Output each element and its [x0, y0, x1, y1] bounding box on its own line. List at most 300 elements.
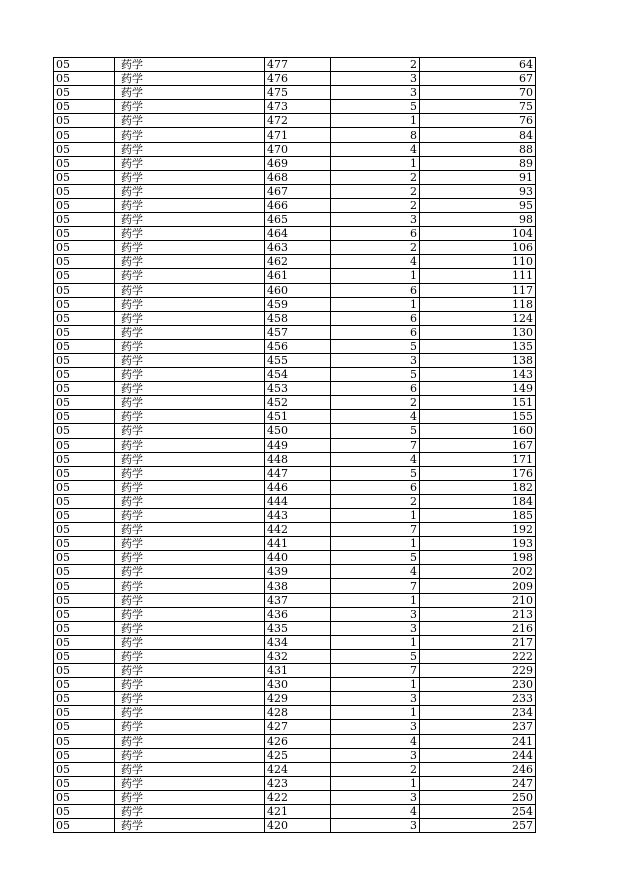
cumulative-cell: 98: [420, 213, 536, 227]
table-row: [54, 198, 536, 212]
code-cell: 05: [54, 720, 115, 734]
count-cell: 7: [331, 579, 420, 593]
count-cell: 3: [331, 607, 420, 621]
cumulative-cell: 64: [420, 58, 536, 72]
table-row: [54, 720, 536, 734]
major-cell: 药学: [115, 494, 265, 508]
count-cell: 2: [331, 198, 420, 212]
code-cell: 05: [54, 509, 115, 523]
code-cell: 05: [54, 523, 115, 537]
code-cell: 05: [54, 819, 115, 833]
code-cell: 05: [54, 100, 115, 114]
table-row: [54, 339, 536, 353]
table-row: [54, 86, 536, 100]
table-row: [54, 184, 536, 198]
major-cell: 药学: [115, 509, 265, 523]
score-cell: 456: [265, 339, 331, 353]
count-cell: 1: [331, 297, 420, 311]
table-row: [54, 537, 536, 551]
count-cell: 7: [331, 523, 420, 537]
major-cell: 药学: [115, 692, 265, 706]
count-cell: 3: [331, 790, 420, 804]
cumulative-cell: 143: [420, 368, 536, 382]
score-cell: 458: [265, 311, 331, 325]
count-cell: 3: [331, 748, 420, 762]
major-cell: 药学: [115, 565, 265, 579]
score-table: [53, 57, 536, 833]
score-cell: 477: [265, 58, 331, 72]
cumulative-cell: 216: [420, 621, 536, 635]
major-cell: 药学: [115, 819, 265, 833]
cumulative-cell: 202: [420, 565, 536, 579]
cumulative-cell: 182: [420, 480, 536, 494]
count-cell: 1: [331, 156, 420, 170]
cumulative-cell: 117: [420, 283, 536, 297]
score-cell: 450: [265, 424, 331, 438]
count-cell: 2: [331, 241, 420, 255]
table-row: [54, 523, 536, 537]
table-row: [54, 410, 536, 424]
table-row: [54, 621, 536, 635]
major-cell: 药学: [115, 227, 265, 241]
code-cell: 05: [54, 156, 115, 170]
score-cell: 436: [265, 607, 331, 621]
code-cell: 05: [54, 452, 115, 466]
cumulative-cell: 244: [420, 748, 536, 762]
count-cell: 6: [331, 382, 420, 396]
code-cell: 05: [54, 128, 115, 142]
count-cell: 3: [331, 72, 420, 86]
code-cell: 05: [54, 678, 115, 692]
major-cell: 药学: [115, 621, 265, 635]
cumulative-cell: 254: [420, 804, 536, 818]
code-cell: 05: [54, 804, 115, 818]
table-row: [54, 368, 536, 382]
major-cell: 药学: [115, 706, 265, 720]
score-cell: 441: [265, 537, 331, 551]
major-cell: 药学: [115, 114, 265, 128]
code-cell: 05: [54, 635, 115, 649]
table-row: [54, 170, 536, 184]
table-row: [54, 776, 536, 790]
table-row: [54, 551, 536, 565]
code-cell: 05: [54, 790, 115, 804]
score-cell: 443: [265, 509, 331, 523]
count-cell: 6: [331, 480, 420, 494]
count-cell: 3: [331, 692, 420, 706]
count-cell: 1: [331, 635, 420, 649]
cumulative-cell: 171: [420, 452, 536, 466]
score-cell: 434: [265, 635, 331, 649]
table-row: [54, 607, 536, 621]
cumulative-cell: 118: [420, 297, 536, 311]
major-cell: 药学: [115, 128, 265, 142]
cumulative-cell: 151: [420, 396, 536, 410]
code-cell: 05: [54, 255, 115, 269]
score-cell: 438: [265, 579, 331, 593]
count-cell: 1: [331, 776, 420, 790]
major-cell: 药学: [115, 283, 265, 297]
cumulative-cell: 106: [420, 241, 536, 255]
table-row: [54, 692, 536, 706]
code-cell: 05: [54, 184, 115, 198]
cumulative-cell: 185: [420, 509, 536, 523]
major-cell: 药学: [115, 241, 265, 255]
cumulative-cell: 250: [420, 790, 536, 804]
cumulative-cell: 210: [420, 593, 536, 607]
code-cell: 05: [54, 396, 115, 410]
table-row: [54, 142, 536, 156]
table-row: [54, 227, 536, 241]
cumulative-cell: 247: [420, 776, 536, 790]
code-cell: 05: [54, 410, 115, 424]
cumulative-cell: 67: [420, 72, 536, 86]
major-cell: 药学: [115, 804, 265, 818]
cumulative-cell: 184: [420, 494, 536, 508]
code-cell: 05: [54, 494, 115, 508]
cumulative-cell: 138: [420, 353, 536, 367]
score-cell: 463: [265, 241, 331, 255]
table-row: [54, 128, 536, 142]
score-cell: 468: [265, 170, 331, 184]
count-cell: 1: [331, 114, 420, 128]
table-row: [54, 748, 536, 762]
count-cell: 4: [331, 565, 420, 579]
cumulative-cell: 88: [420, 142, 536, 156]
count-cell: 4: [331, 142, 420, 156]
score-cell: 476: [265, 72, 331, 86]
count-cell: 6: [331, 325, 420, 339]
count-cell: 3: [331, 213, 420, 227]
table-row: [54, 72, 536, 86]
count-cell: 3: [331, 720, 420, 734]
code-cell: 05: [54, 382, 115, 396]
major-cell: 药学: [115, 382, 265, 396]
major-cell: 药学: [115, 452, 265, 466]
code-cell: 05: [54, 241, 115, 255]
code-cell: 05: [54, 72, 115, 86]
major-cell: 药学: [115, 325, 265, 339]
table-row: [54, 804, 536, 818]
count-cell: 5: [331, 424, 420, 438]
count-cell: 4: [331, 255, 420, 269]
score-cell: 430: [265, 678, 331, 692]
code-cell: 05: [54, 649, 115, 663]
major-cell: 药学: [115, 353, 265, 367]
score-cell: 451: [265, 410, 331, 424]
cumulative-cell: 155: [420, 410, 536, 424]
cumulative-cell: 237: [420, 720, 536, 734]
code-cell: 05: [54, 480, 115, 494]
table-row: [54, 452, 536, 466]
major-cell: 药学: [115, 156, 265, 170]
score-cell: 462: [265, 255, 331, 269]
count-cell: 4: [331, 410, 420, 424]
cumulative-cell: 111: [420, 269, 536, 283]
count-cell: 6: [331, 311, 420, 325]
major-cell: 药学: [115, 311, 265, 325]
cumulative-cell: 217: [420, 635, 536, 649]
score-cell: 461: [265, 269, 331, 283]
major-cell: 药学: [115, 480, 265, 494]
count-cell: 5: [331, 100, 420, 114]
code-cell: 05: [54, 353, 115, 367]
code-cell: 05: [54, 776, 115, 790]
major-cell: 药学: [115, 776, 265, 790]
cumulative-cell: 167: [420, 438, 536, 452]
score-cell: 466: [265, 198, 331, 212]
count-cell: 5: [331, 551, 420, 565]
count-cell: 2: [331, 58, 420, 72]
table-row: [54, 297, 536, 311]
count-cell: 5: [331, 466, 420, 480]
table-row: [54, 509, 536, 523]
table-row: [54, 353, 536, 367]
major-cell: 药学: [115, 762, 265, 776]
count-cell: 3: [331, 353, 420, 367]
score-cell: 425: [265, 748, 331, 762]
score-cell: 471: [265, 128, 331, 142]
score-cell: 470: [265, 142, 331, 156]
score-cell: 448: [265, 452, 331, 466]
cumulative-cell: 176: [420, 466, 536, 480]
table-row: [54, 579, 536, 593]
major-cell: 药学: [115, 269, 265, 283]
table-row: [54, 593, 536, 607]
table-row: [54, 734, 536, 748]
count-cell: 1: [331, 537, 420, 551]
score-cell: 432: [265, 649, 331, 663]
cumulative-cell: 209: [420, 579, 536, 593]
code-cell: 05: [54, 297, 115, 311]
cumulative-cell: 229: [420, 664, 536, 678]
major-cell: 药学: [115, 438, 265, 452]
major-cell: 药学: [115, 339, 265, 353]
cumulative-cell: 198: [420, 551, 536, 565]
count-cell: 1: [331, 678, 420, 692]
cumulative-cell: 104: [420, 227, 536, 241]
major-cell: 药学: [115, 297, 265, 311]
table-body: [54, 58, 536, 833]
cumulative-cell: 95: [420, 198, 536, 212]
table-row: [54, 466, 536, 480]
code-cell: 05: [54, 198, 115, 212]
code-cell: 05: [54, 466, 115, 480]
count-cell: 1: [331, 509, 420, 523]
cumulative-cell: 241: [420, 734, 536, 748]
table-row: [54, 241, 536, 255]
major-cell: 药学: [115, 213, 265, 227]
code-cell: 05: [54, 227, 115, 241]
code-cell: 05: [54, 748, 115, 762]
table-row: [54, 565, 536, 579]
code-cell: 05: [54, 269, 115, 283]
count-cell: 2: [331, 184, 420, 198]
cumulative-cell: 135: [420, 339, 536, 353]
cumulative-cell: 257: [420, 819, 536, 833]
major-cell: 药学: [115, 368, 265, 382]
score-cell: 444: [265, 494, 331, 508]
major-cell: 药学: [115, 720, 265, 734]
table-row: [54, 58, 536, 72]
cumulative-cell: 70: [420, 86, 536, 100]
score-cell: 469: [265, 156, 331, 170]
table-row: [54, 494, 536, 508]
major-cell: 药学: [115, 607, 265, 621]
major-cell: 药学: [115, 170, 265, 184]
table-row: [54, 255, 536, 269]
score-cell: 427: [265, 720, 331, 734]
code-cell: 05: [54, 170, 115, 184]
table-row: [54, 311, 536, 325]
major-cell: 药学: [115, 86, 265, 100]
table-row: [54, 213, 536, 227]
code-cell: 05: [54, 692, 115, 706]
table-row: [54, 424, 536, 438]
count-cell: 8: [331, 128, 420, 142]
count-cell: 2: [331, 762, 420, 776]
table-row: [54, 819, 536, 833]
score-cell: 437: [265, 593, 331, 607]
count-cell: 3: [331, 819, 420, 833]
table-row: [54, 649, 536, 663]
major-cell: 药学: [115, 100, 265, 114]
major-cell: 药学: [115, 748, 265, 762]
table-row: [54, 790, 536, 804]
code-cell: 05: [54, 537, 115, 551]
cumulative-cell: 213: [420, 607, 536, 621]
count-cell: 2: [331, 170, 420, 184]
code-cell: 05: [54, 368, 115, 382]
code-cell: 05: [54, 311, 115, 325]
code-cell: 05: [54, 607, 115, 621]
code-cell: 05: [54, 593, 115, 607]
cumulative-cell: 234: [420, 706, 536, 720]
count-cell: 7: [331, 438, 420, 452]
cumulative-cell: 91: [420, 170, 536, 184]
score-cell: 422: [265, 790, 331, 804]
table-row: [54, 269, 536, 283]
table-row: [54, 480, 536, 494]
major-cell: 药学: [115, 184, 265, 198]
code-cell: 05: [54, 142, 115, 156]
count-cell: 5: [331, 649, 420, 663]
count-cell: 1: [331, 593, 420, 607]
count-cell: 3: [331, 86, 420, 100]
code-cell: 05: [54, 424, 115, 438]
score-cell: 426: [265, 734, 331, 748]
cumulative-cell: 193: [420, 537, 536, 551]
count-cell: 6: [331, 227, 420, 241]
table-row: [54, 382, 536, 396]
cumulative-cell: 246: [420, 762, 536, 776]
count-cell: 2: [331, 494, 420, 508]
code-cell: 05: [54, 664, 115, 678]
table-row: [54, 114, 536, 128]
table-row: [54, 396, 536, 410]
score-cell: 421: [265, 804, 331, 818]
cumulative-cell: 130: [420, 325, 536, 339]
code-cell: 05: [54, 58, 115, 72]
code-cell: 05: [54, 734, 115, 748]
score-cell: 459: [265, 297, 331, 311]
cumulative-cell: 222: [420, 649, 536, 663]
major-cell: 药学: [115, 678, 265, 692]
score-cell: 431: [265, 664, 331, 678]
count-cell: 5: [331, 339, 420, 353]
score-cell: 435: [265, 621, 331, 635]
score-cell: 465: [265, 213, 331, 227]
code-cell: 05: [54, 325, 115, 339]
major-cell: 药学: [115, 198, 265, 212]
table-row: [54, 706, 536, 720]
count-cell: 6: [331, 283, 420, 297]
cumulative-cell: 110: [420, 255, 536, 269]
major-cell: 药学: [115, 523, 265, 537]
score-cell: 440: [265, 551, 331, 565]
code-cell: 05: [54, 706, 115, 720]
major-cell: 药学: [115, 410, 265, 424]
code-cell: 05: [54, 762, 115, 776]
score-cell: 446: [265, 480, 331, 494]
major-cell: 药学: [115, 255, 265, 269]
score-cell: 424: [265, 762, 331, 776]
code-cell: 05: [54, 551, 115, 565]
table-row: [54, 678, 536, 692]
code-cell: 05: [54, 339, 115, 353]
score-cell: 439: [265, 565, 331, 579]
count-cell: 1: [331, 706, 420, 720]
score-cell: 453: [265, 382, 331, 396]
count-cell: 7: [331, 664, 420, 678]
major-cell: 药学: [115, 466, 265, 480]
major-cell: 药学: [115, 551, 265, 565]
count-cell: 4: [331, 734, 420, 748]
major-cell: 药学: [115, 734, 265, 748]
code-cell: 05: [54, 114, 115, 128]
table-row: [54, 325, 536, 339]
major-cell: 药学: [115, 649, 265, 663]
cumulative-cell: 75: [420, 100, 536, 114]
major-cell: 药学: [115, 537, 265, 551]
score-cell: 452: [265, 396, 331, 410]
major-cell: 药学: [115, 396, 265, 410]
major-cell: 药学: [115, 579, 265, 593]
table-row: [54, 438, 536, 452]
count-cell: 4: [331, 804, 420, 818]
code-cell: 05: [54, 565, 115, 579]
score-cell: 454: [265, 368, 331, 382]
cumulative-cell: 124: [420, 311, 536, 325]
score-cell: 472: [265, 114, 331, 128]
code-cell: 05: [54, 86, 115, 100]
code-cell: 05: [54, 283, 115, 297]
major-cell: 药学: [115, 58, 265, 72]
score-cell: 449: [265, 438, 331, 452]
code-cell: 05: [54, 579, 115, 593]
code-cell: 05: [54, 438, 115, 452]
major-cell: 药学: [115, 790, 265, 804]
major-cell: 药学: [115, 72, 265, 86]
cumulative-cell: 149: [420, 382, 536, 396]
table-row: [54, 100, 536, 114]
score-cell: 428: [265, 706, 331, 720]
cumulative-cell: 160: [420, 424, 536, 438]
score-cell: 473: [265, 100, 331, 114]
table-row: [54, 283, 536, 297]
score-cell: 467: [265, 184, 331, 198]
cumulative-cell: 192: [420, 523, 536, 537]
